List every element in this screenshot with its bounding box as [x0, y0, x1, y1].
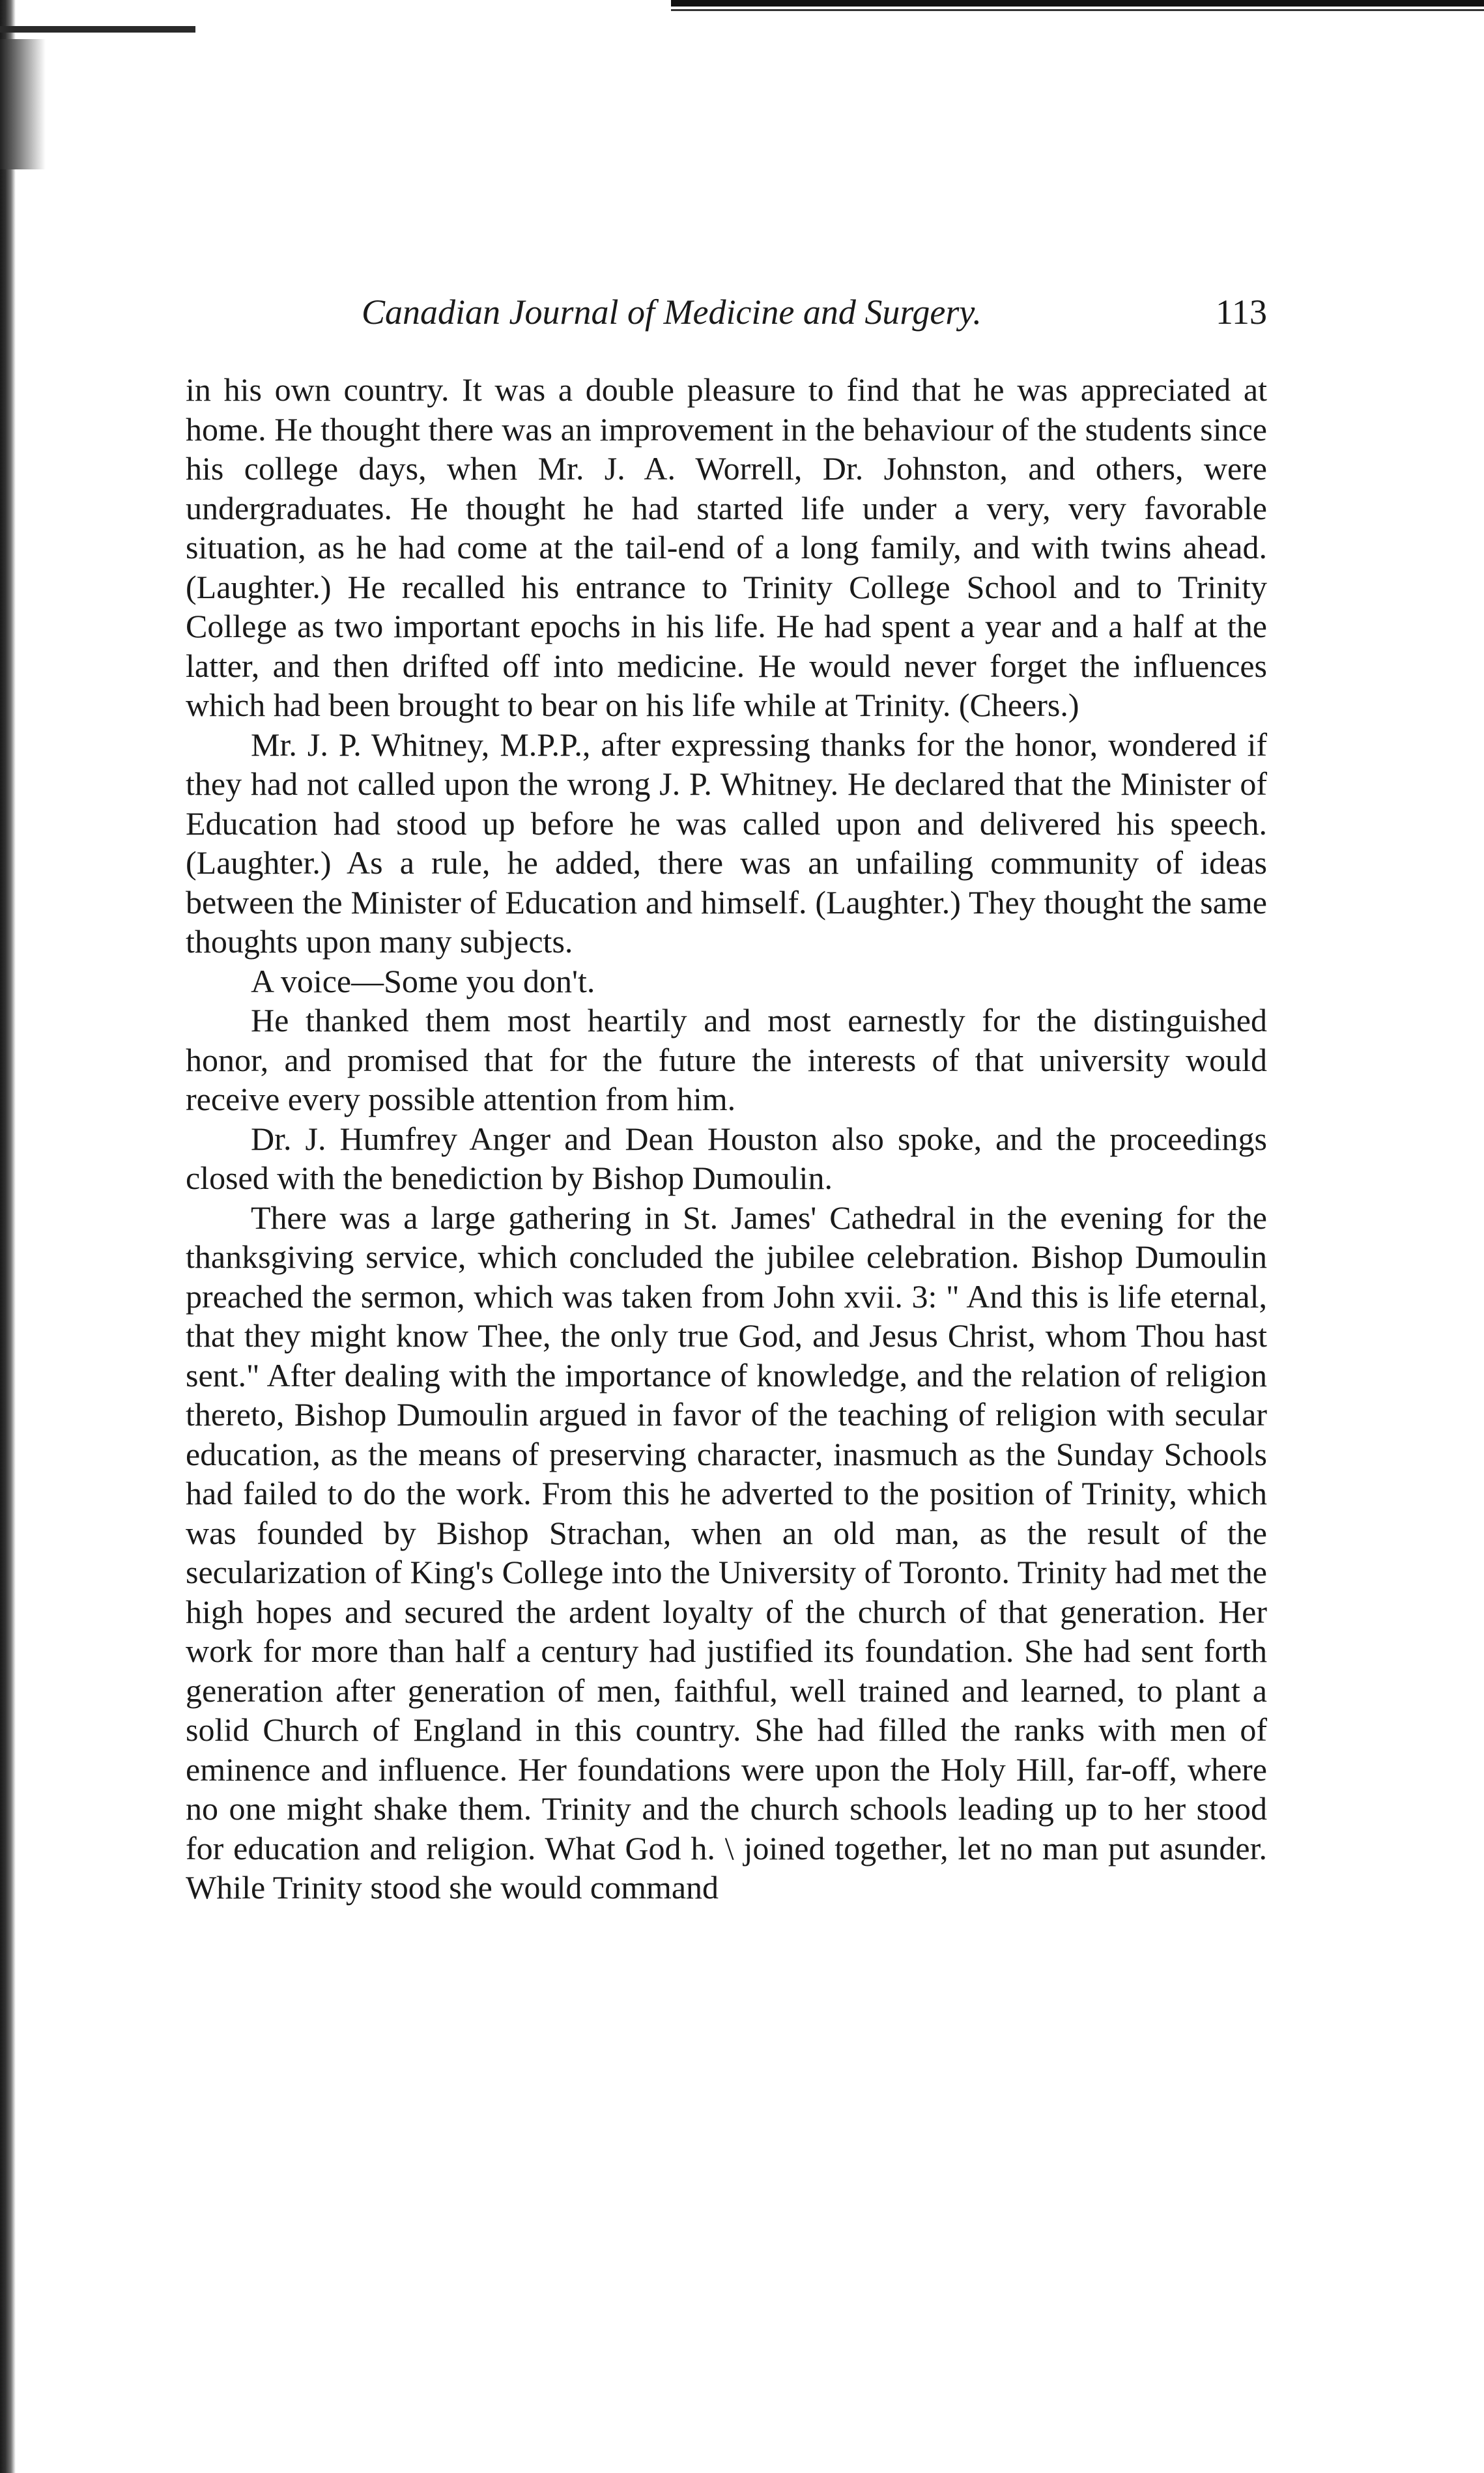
paragraph-1: in his own country. It was a double pleasure to find that he was appreciated at home. He thought there was an improvement in the behaviour of the students since his college days, when Mr. J. A. Worrell, Dr. Johnston, and others, were undergraduates. He thought he had started life under a very, very favorable situation, as he had come at the tail-end of a long family, and with twins ahead. (Laughter.) He recalled his entrance to Trinity College School and to Trinity College as two important epochs in his life. He had spent a year and a half at the latter, and then drifted off into medicine. He would never forget the influences which had been brought to bear on his life while at Trinity. (Cheers.) — [186, 371, 1267, 723]
page-number: 113 — [1216, 293, 1267, 332]
paragraph-6: There was a large gathering in St. James' Cathedral in the evening for the thanksgiving service, which concluded the jubilee celebration. Bishop Dumoulin preached the sermon, which was taken from John xvii. 3: " And this is life eternal, that they might know Thee, the only true God, and Jesus Christ, whom Thou hast sent." After dealing with the importance of knowledge, and the relation of religion thereto, Bishop Dumoulin argued in favor of the teaching of religion with secular education, as the means of preserving character, inasmuch as the Sunday Schools had failed to do the work. From this he adverted to the position of Trinity, which was founded by Bishop Strachan, when an old man, as the result of the secularization of King's College into the University of Toronto. Trinity had met the high hopes and secured the ardent loyalty of the church of that generation. Her work for more than half a century had justified its foundation. She had sent forth generation after generation of men, faithful, well trained and learned, to plant a solid Church of England in this country. She had filled the ranks with men of eminence and influence. Her foundations were upon the Holy Hill, far-off, where no one might shake them. Trinity and the church schools leading up to her stood for education and religion. What God h. \ joined together, let no man put asunder. While Trinity stood she would command — [186, 1199, 1267, 1906]
paragraph-3: A voice—Some you don't. — [251, 962, 595, 999]
scan-top-rule-thin — [671, 9, 1484, 11]
scan-edge-mark — [0, 26, 195, 33]
article-body — [186, 370, 1267, 1908]
scan-top-rule — [671, 0, 1484, 7]
scan-shadow — [0, 39, 46, 169]
paragraph-5: Dr. J. Humfrey Anger and Dean Houston also spoke, and the proceedings closed with the benediction by Bishop Dumoulin. — [186, 1120, 1267, 1196]
running-head — [186, 292, 1267, 344]
paragraph-4: He thanked them most heartily and most earnestly for the distinguished honor, and promised that for the future the interests of that university would receive every possible attention from him. — [186, 1002, 1267, 1117]
journal-title: Canadian Journal of Medicine and Surgery. — [362, 293, 982, 332]
scan-spine-edge — [0, 0, 16, 2473]
paragraph-2: Mr. J. P. Whitney, M.P.P., after expressing thanks for the honor, wondered if they had not called upon the wrong J. P. Whitney. He declared that the Minister of Education had stood up before he was called upon and delivered his speech. (Laughter.) As a rule, he added, there was an unfailing community of ideas between the Minister of Education and himself. (Laughter.) They thought the same thoughts upon many subjects. — [186, 726, 1267, 960]
